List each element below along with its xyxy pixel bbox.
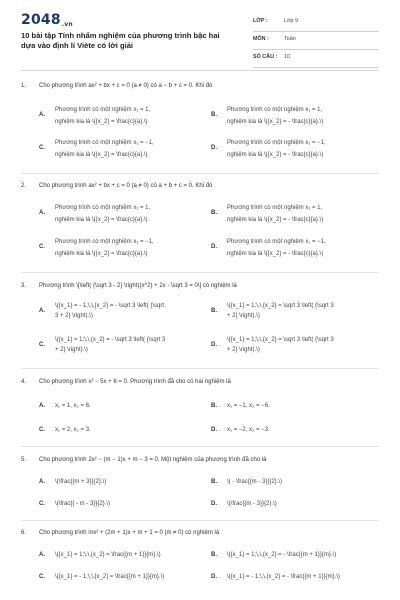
option-text: nghiệm kia là \({x_2} = \frac{c}{a}.\) xyxy=(55,119,148,125)
option-text: x₁ = 1, x₂ = 6. xyxy=(55,403,91,409)
option-text: nghiệm kia là \({x_2} = - \frac{c}{a}.\) xyxy=(227,251,324,257)
option-text: 3 + 2} \right).\) xyxy=(55,313,93,319)
header-divider xyxy=(21,70,379,71)
meta-row-class xyxy=(253,14,379,32)
option-label: C. xyxy=(39,342,45,348)
option-text: Phương trình có một nghiệm x₁ = 1, xyxy=(227,107,323,113)
question-number: 2. xyxy=(21,183,27,189)
option-label: B. xyxy=(211,112,217,118)
option-text: \({x_1} = 1;\,\,{x_2} = \sqrt 3 \left( {\sqrt 3 xyxy=(227,303,334,309)
meta-key: MÔN : xyxy=(253,36,269,42)
option-text: \({x_1} = 1;\,\,{x_2} = \frac{{m + 1}}{m}.\) xyxy=(55,552,161,558)
option-text: + 2} \right).\) xyxy=(227,347,260,353)
option-label: A. xyxy=(39,308,45,314)
worksheet-meta xyxy=(253,14,379,68)
question-text: Cho phương trình x² − 5x + 6 = 0. Phương trình đã cho có hai nghiệm là xyxy=(39,379,231,385)
option-text: nghiệm kia là \({x_2} = - \frac{c}{a}.\) xyxy=(227,152,324,158)
option-text: + 2} \right).\) xyxy=(55,347,88,353)
option-label: D. xyxy=(211,574,217,580)
question-text: Phương trình \[\left( {\sqrt 3 - 2} \right){x^2} + 2x - \sqrt 3 = 0\] có nghiệm là xyxy=(39,283,237,289)
option-label: A. xyxy=(39,552,45,558)
option-text: Phương trình có một nghiệm x₁ = −1, xyxy=(55,239,154,245)
option-label: A. xyxy=(39,403,45,409)
meta-key: LỚP : xyxy=(253,18,268,24)
question-separator xyxy=(21,173,379,174)
option-label: C. xyxy=(39,145,45,151)
meta-row-subject xyxy=(253,32,379,50)
question-number: 5. xyxy=(21,457,27,463)
question-number: 4. xyxy=(21,379,27,385)
option-text: \({x_1} = 1;\,\,{x_2} = - \sqrt 3 \left( {\sqrt 3 xyxy=(55,337,166,343)
question-separator xyxy=(21,272,379,273)
meta-key: SỐ CÂU : xyxy=(253,54,278,60)
option-label: C. xyxy=(39,574,45,580)
question-text: Cho phương trình ax² + bx + c = 0 (a ≠ 0) có a + b + c = 0. Khi đó xyxy=(39,183,213,189)
option-label: B. xyxy=(211,479,217,485)
site-logo[interactable]: 2048.vn xyxy=(21,12,73,28)
option-text: Phương trình có một nghiệm x₁ = −1, xyxy=(227,239,326,245)
option-text: nghiệm kia là \({x_2} = \frac{c}{a}.\) xyxy=(55,152,148,158)
meta-value: Lớp 9 xyxy=(284,18,299,24)
meta-value: Toán xyxy=(284,36,296,42)
option-text: nghiệm kia là \({x_2} = - \frac{c}{a}.\) xyxy=(227,119,324,125)
option-text: nghiệm kia là \({x_2} = - \frac{c}{a}.\) xyxy=(227,217,324,223)
option-label: A. xyxy=(39,210,45,216)
option-text: Phương trình có một nghiệm x₁ = −1, xyxy=(55,140,154,146)
question-number: 6. xyxy=(21,530,27,536)
option-text: \(\frac{{ - m - 3}}{2}.\) xyxy=(55,501,111,507)
option-text: x₁ = −1, x₂ = −6. xyxy=(227,403,270,409)
option-text: nghiệm kia là \({x_2} = \frac{c}{a}.\) xyxy=(55,251,148,257)
question-text: Cho phương trình mx² + (2m + 1)x + m + 1 = 0 (m ≠ 0) có nghiệm là xyxy=(39,530,220,536)
option-label: D. xyxy=(211,145,217,151)
question-text: Cho phương trình 2x² − (m − 1)x + m − 3 = 0. Một nghiệm của phương trình đã cho là xyxy=(39,457,267,463)
question-separator xyxy=(21,368,379,369)
option-text: \( - \frac{{m - 3}}{2}.\) xyxy=(227,479,283,485)
option-text: \({x_1} = 1;\,\,{x_2} = \sqrt 3 \left( {\sqrt 3 xyxy=(227,337,334,343)
worksheet-header xyxy=(0,0,400,74)
option-text: Phương trình có một nghiệm x₁ = 1, xyxy=(227,205,323,211)
question-separator xyxy=(21,520,379,521)
option-text: x₁ = −2, x₂ = −3. xyxy=(227,427,270,433)
option-text: \({x_1} = 1;\,\,{x_2} = - \frac{{m + 1}}{m}.\) xyxy=(227,552,337,558)
option-label: D. xyxy=(211,501,217,507)
meta-value: 10 xyxy=(284,54,290,60)
option-label: B. xyxy=(211,403,217,409)
option-text: \(\frac{{m - 3}}{2}.\) xyxy=(227,501,277,507)
question-number: 3. xyxy=(21,283,27,289)
worksheet-title: 10 bài tập Tính nhẩm nghiệm của phương trình bậc hai dựa vào định lí Viète có lời giải xyxy=(21,31,220,50)
option-text: \({x_1} = - 1;\,\,{x_2} = \frac{{m + 1}}{m}.\) xyxy=(55,574,165,580)
option-text: \(\frac{{m + 3}}{2}.\) xyxy=(55,479,107,485)
option-label: C. xyxy=(39,427,45,433)
option-text: x₁ = 2, x₂ = 3. xyxy=(55,427,91,433)
question-text: Cho phương trình ax² + bx + c = 0 (a ≠ 0) có a − b + c = 0. Khi đó xyxy=(39,83,213,89)
meta-row-count xyxy=(253,50,379,68)
option-label: C. xyxy=(39,244,45,250)
option-label: B. xyxy=(211,210,217,216)
option-text: nghiệm kia là \({x_2} = \frac{c}{a}.\) xyxy=(55,217,148,223)
option-label: C. xyxy=(39,501,45,507)
option-label: A. xyxy=(39,479,45,485)
option-text: \({x_1} = - 1;\,\,{x_2} = - \frac{{m + 1}}{m}.\) xyxy=(227,574,340,580)
option-text: Phương trình có một nghiệm x₁ = 1, xyxy=(55,205,151,211)
option-label: B. xyxy=(211,552,217,558)
option-text: \({x_1} = - 1;\,\,{x_2} = - \sqrt 3 \left( {\sqrt xyxy=(55,303,165,309)
option-label: B. xyxy=(211,308,217,314)
option-label: D. xyxy=(211,244,217,250)
question-number: 1. xyxy=(21,83,27,89)
question-separator xyxy=(21,446,379,447)
option-label: D. xyxy=(211,342,217,348)
option-label: D. xyxy=(211,427,217,433)
option-text: + 2} \right).\) xyxy=(227,313,260,319)
option-text: Phương trình có một nghiệm x₁ = 1, xyxy=(55,107,151,113)
option-label: A. xyxy=(39,112,45,118)
option-text: Phương trình có một nghiệm x₁ = −1, xyxy=(227,140,326,146)
